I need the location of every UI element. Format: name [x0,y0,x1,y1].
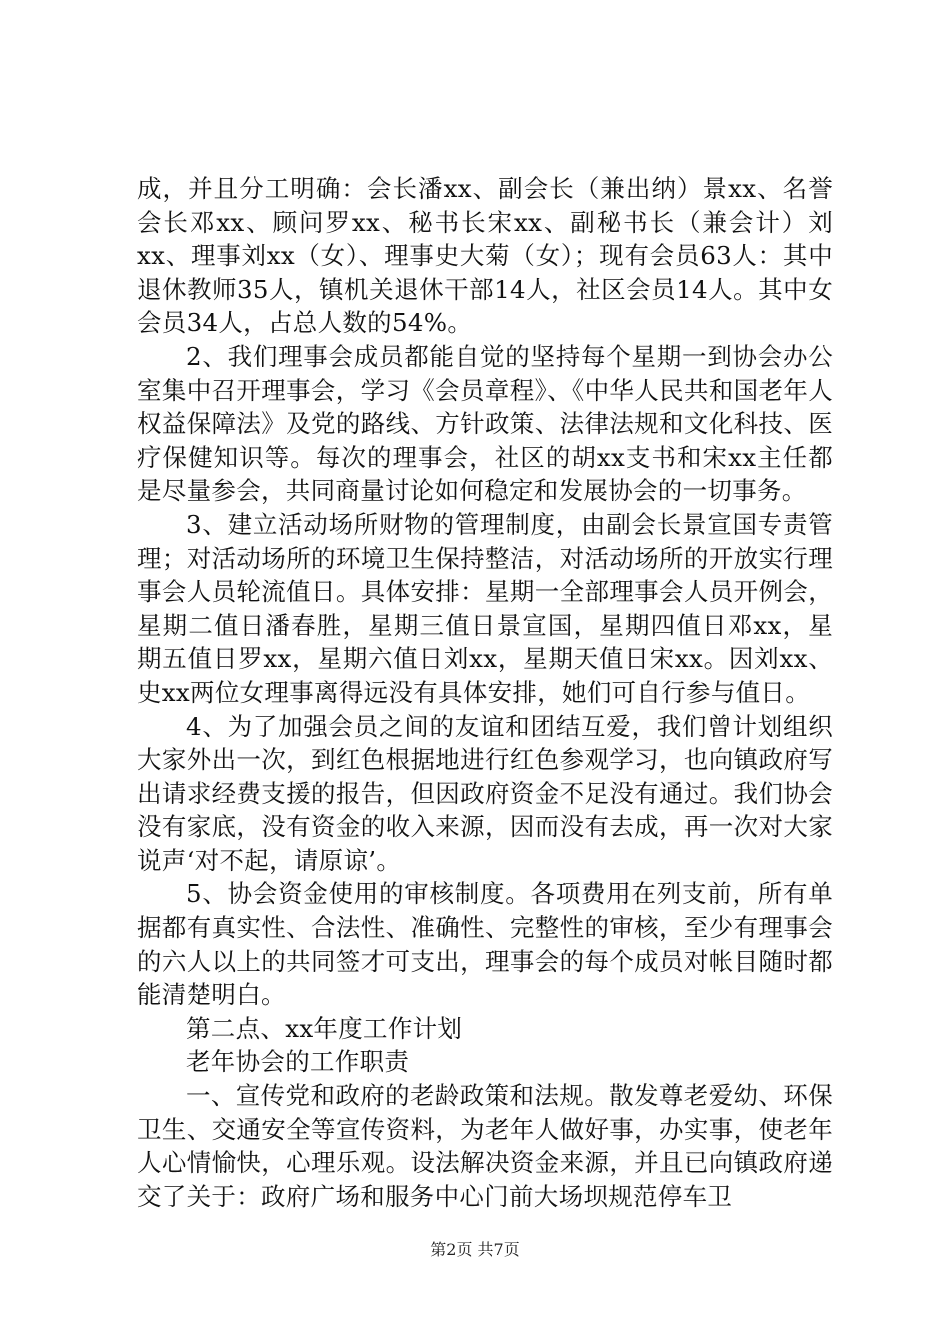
document-body [137,172,833,1213]
paragraph-item-5: 5、协会资金使用的审核制度。各项费用在列支前，所有单据都有真实性、合法性、准确性、完整性的审核，至少有理事会的六人以上的共同签才可支出，理事会的每个成员对帐目随时都能清楚明白。 [137,879,833,1010]
paragraph-item-2: 2、我们理事会成员都能自觉的坚持每个星期一到协会办公室集中召开理事会，学习《会员章程》、《中华人民共和国老年人权益保障法》及党的路线、方针政策、法律法规和文化科技、医疗保健知识等。每次的理事会，社区的胡xx支书和宋xx主任都是尽量参会，共同商量讨论如何稳定和发展协会的一切事务。 [137,341,833,506]
paragraph-continuation: 成，并且分工明确：会长潘xx、副会长（兼出纳）景xx、名誉会长邓xx、顾问罗xx、秘书长宋xx、副秘书长（兼会计）刘xx、理事刘xx（女）、理事史大菊（女）；现有会员63人：其中退休教师35人，镇机关退休干部14人，社区会员14人。其中女会员34人，占总人数的54%。 [137,174,833,338]
paragraph-duty-1: 一、宣传党和政府的老龄政策和法规。散发尊老爱幼、环保卫生、交通安全等宣传资料，为老年人做好事，办实事，使老年人心情愉快，心理乐观。设法解决资金来源，并且已向镇政府递交了关于：政府广场和服务中心门前大场坝规范停车卫 [137,1081,833,1211]
section-heading-plan: 第二点、xx年度工作计划 [186,1013,463,1043]
section-heading-duties: 老年协会的工作职责 [186,1047,410,1077]
paragraph-item-4: 4、为了加强会员之间的友谊和团结互爱，我们曾计划组织大家外出一次，到红色根据地进行红色参观学习，也向镇政府写出请求经费支援的报告，但因政府资金不足没有通过。我们协会没有家底，没有资金的收入来源，因而没有去成，再一次对大家说声‘对不起，请原谅’。 [137,711,833,875]
page-number-footer: 第2页 共7页 [430,1240,520,1259]
paragraph-item-3: 3、建立活动场所财物的管理制度，由副会长景宣国专责管理；对活动场所的环境卫生保持整洁，对活动场所的开放实行理事会人员轮流值日。具体安排：星期一全部理事会人员开例会，星期二值日潘春胜，星期三值日景宣国，星期四值日邓xx，星期五值日罗xx，星期六值日刘xx，星期天值日宋xx。因刘xx、史xx两位女理事离得远没有具体安排，她们可自行参与值日。 [137,509,833,707]
